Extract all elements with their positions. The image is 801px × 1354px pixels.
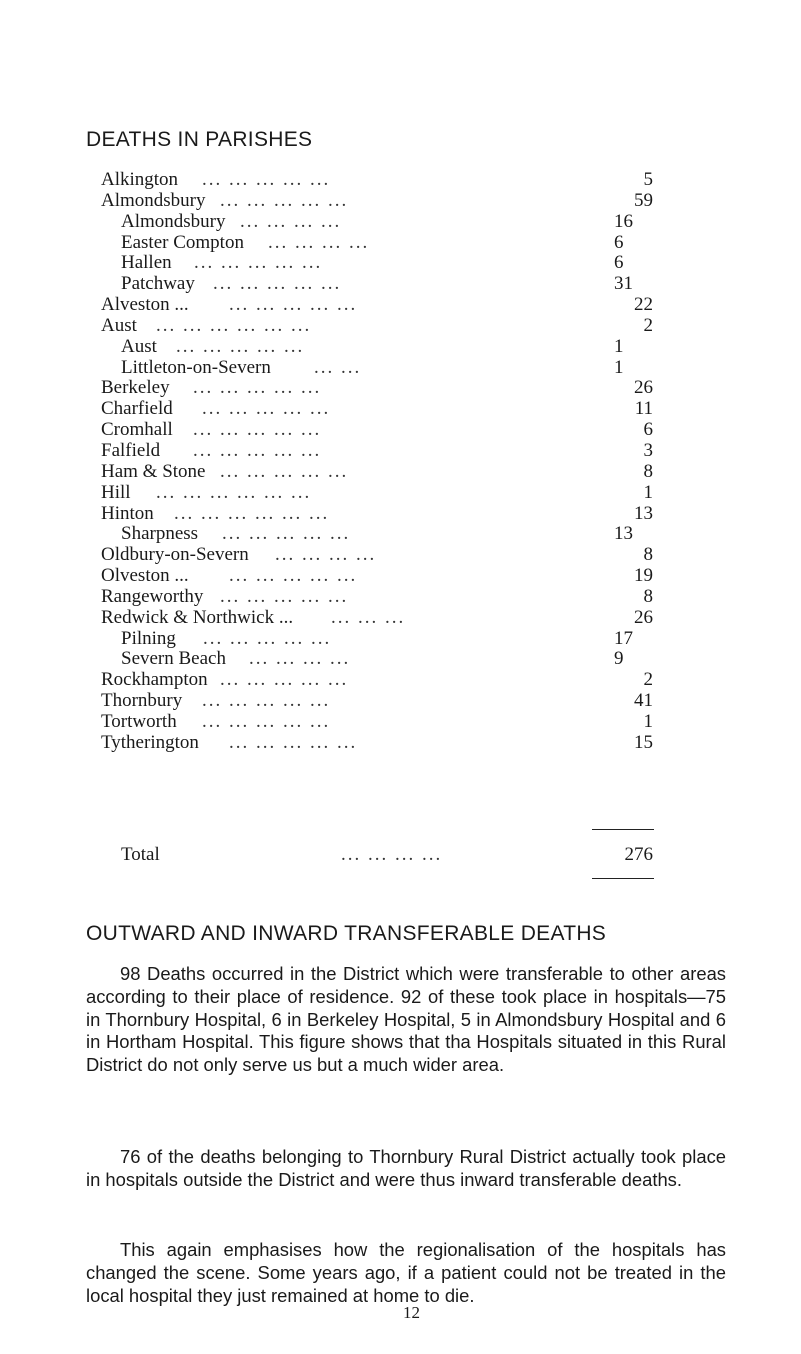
total-row [0,843,801,867]
leader-dots: ... ... ... ... [249,649,351,670]
parish-name: Ham & Stone [101,460,206,482]
parish-name: Alkington [101,169,179,190]
parish-row [0,587,801,608]
parish-row [0,378,801,399]
parish-row [0,504,801,525]
sub-parish-deaths: 6 [614,231,624,253]
parish-row [0,191,801,212]
leader-dots: ... ... ... ... ... [202,399,331,420]
sub-parish-name: Sharpness [121,523,199,545]
parish-row [0,670,801,691]
sub-parish-name: Aust [121,335,157,357]
sub-parish-deaths: 31 [614,273,633,295]
parish-name: Aust [101,314,137,336]
sub-parish-deaths: 9 [614,648,624,670]
leader-dots: ... ... ... ... ... [203,628,332,649]
total-rule-bottom [592,878,654,879]
parish-row [0,545,801,566]
leader-dots: ... ... ... ... ... [222,524,351,545]
sub-parish-deaths: 16 [614,210,633,232]
parish-row [0,233,801,254]
parish-row [0,608,801,629]
parish-name: Tortworth [101,710,177,732]
parish-deaths: 8 [643,585,653,607]
sub-parish-name: Hallen [121,252,172,274]
parish-deaths: 1 [643,481,653,503]
parish-deaths: 59 [634,189,653,211]
parish-row [0,170,801,191]
parish-deaths: 26 [634,377,653,399]
parish-name: Charfield [101,398,173,420]
leader-dots: ... ... ... ... ... [229,295,358,316]
leader-dots: ... ... ... ... ... [220,461,349,482]
leader-dots: ... ... ... ... ... ... [174,503,330,524]
leader-dots: ... ... ... ... ... [229,732,358,753]
parish-deaths: 2 [643,669,653,691]
parish-row [0,712,801,733]
leader-dots: ... ... ... ... ... ... [156,482,312,503]
page-number: 12 [403,1303,420,1322]
parish-row [0,420,801,441]
parish-deaths: 3 [643,439,653,461]
parish-deaths: 41 [634,690,653,712]
leader-dots: ... ... ... ... ... [220,190,349,211]
parish-deaths: 8 [643,544,653,566]
parish-row [0,253,801,274]
total-label: Total [121,844,160,865]
parish-name: Falfield [101,439,161,461]
parish-name: Berkeley [101,377,170,399]
parish-deaths: 22 [634,294,653,316]
sub-parish-deaths: 1 [614,335,624,357]
parish-name: Cromhall [101,419,173,441]
paragraph-outward-transfers: 98 Deaths occurred in the District which were transferable to other areas according to their place of residence. 92 of these took place in hospitals—75 in Thornbury Hospital, 6 in Berkeley Hospital, 5 in Almondsbury Hospital and 6 in Hortham Hospital. This figure shows that tha Hospitals situated in this Rural District do not only serve us but a much wider area. [86,963,726,1076]
parish-row [0,441,801,462]
parish-deaths: 2 [643,314,653,336]
parish-row [0,649,801,670]
parish-name: Olveston ... [101,565,189,587]
parish-row [0,337,801,358]
total-value: 276 [624,844,653,865]
leader-dots: ... ... ... ... [275,545,377,566]
parish-row [0,483,801,504]
parish-row [0,358,801,379]
sub-parish-name: Severn Beach [121,648,226,670]
leader-dots: ... ... ... ... ... [202,170,331,190]
leader-dots: ... ... ... ... ... [220,586,349,607]
leader-dots: ... ... ... ... ... [176,336,305,357]
total-rule-top [592,829,654,830]
leader-dots: ... ... ... ... [268,232,370,253]
parish-name: Alveston ... [101,294,189,316]
leader-dots: ... ... ... ... ... [194,253,323,274]
parish-name: Rangeworthy [101,585,204,607]
sub-parish-name: Littleton-on-Severn [121,356,271,378]
parish-row [0,566,801,587]
paragraph-regionalisation: This again emphasises how the regionalisation of the hospitals has changed the scene. Some years ago, if a patient could not be treated in the local hospital they just remained at home to die. [86,1239,726,1306]
parish-row [0,629,801,650]
leader-dots: ... ... ... ... [240,211,342,232]
sub-parish-deaths: 1 [614,356,624,378]
sub-parish-name: Easter Compton [121,231,244,253]
parish-row [0,295,801,316]
parish-name: Oldbury-on-Severn [101,544,249,566]
parish-deaths: 5 [643,169,653,190]
parish-deaths-table [0,170,801,754]
leader-dots: ... ... ... ... ... [193,378,322,399]
parish-row [0,691,801,712]
parish-name: Thornbury [101,690,183,712]
leader-dots: ... ... ... ... ... [202,691,331,712]
total-leader-dots: ... ... ... ... [341,844,443,865]
sub-parish-deaths: 13 [614,523,633,545]
parish-row [0,524,801,545]
parish-name: Hill [101,481,131,503]
leader-dots: ... ... ... ... ... [193,440,322,461]
paragraph-inward-transfers: 76 of the deaths belonging to Thornbury Rural District actually took place in hospitals outside the District and were thus inward transferable deaths. [86,1146,726,1190]
parish-row [0,274,801,295]
leader-dots: ... ... ... ... ... [193,420,322,441]
parish-name: Rockhampton [101,669,208,691]
parish-name: Tytherington [101,731,199,753]
leader-dots: ... ... ... ... ... [213,274,342,295]
parish-deaths: 8 [643,460,653,482]
parish-deaths: 15 [634,731,653,753]
parish-row [0,733,801,754]
parish-deaths: 19 [634,565,653,587]
leader-dots: ... ... ... ... ... [202,711,331,732]
parish-deaths: 13 [634,502,653,524]
leader-dots: ... ... ... ... ... ... [156,315,312,336]
parish-name: Redwick & Northwick ... [101,606,294,628]
sub-parish-name: Patchway [121,273,195,295]
parish-deaths: 26 [634,606,653,628]
parish-row [0,212,801,233]
sub-parish-deaths: 17 [614,627,633,649]
parish-name: Almondsbury [101,189,206,211]
parish-deaths: 1 [643,710,653,732]
leader-dots: ... ... [314,357,362,378]
parish-deaths: 11 [634,398,653,420]
parish-row [0,399,801,420]
parish-row [0,462,801,483]
parish-name: Hinton [101,502,154,524]
section-heading-deaths-in-parishes: DEATHS IN PARISHES [86,128,313,151]
leader-dots: ... ... ... ... ... [229,566,358,587]
leader-dots: ... ... ... ... ... [220,670,349,691]
sub-parish-name: Pilning [121,627,176,649]
leader-dots: ... ... ... [331,607,406,628]
parish-row [0,316,801,337]
sub-parish-name: Almondsbury [121,210,226,232]
section-heading-transferable-deaths: OUTWARD AND INWARD TRANSFERABLE DEATHS [86,922,607,945]
sub-parish-deaths: 6 [614,252,624,274]
parish-deaths: 6 [643,419,653,441]
